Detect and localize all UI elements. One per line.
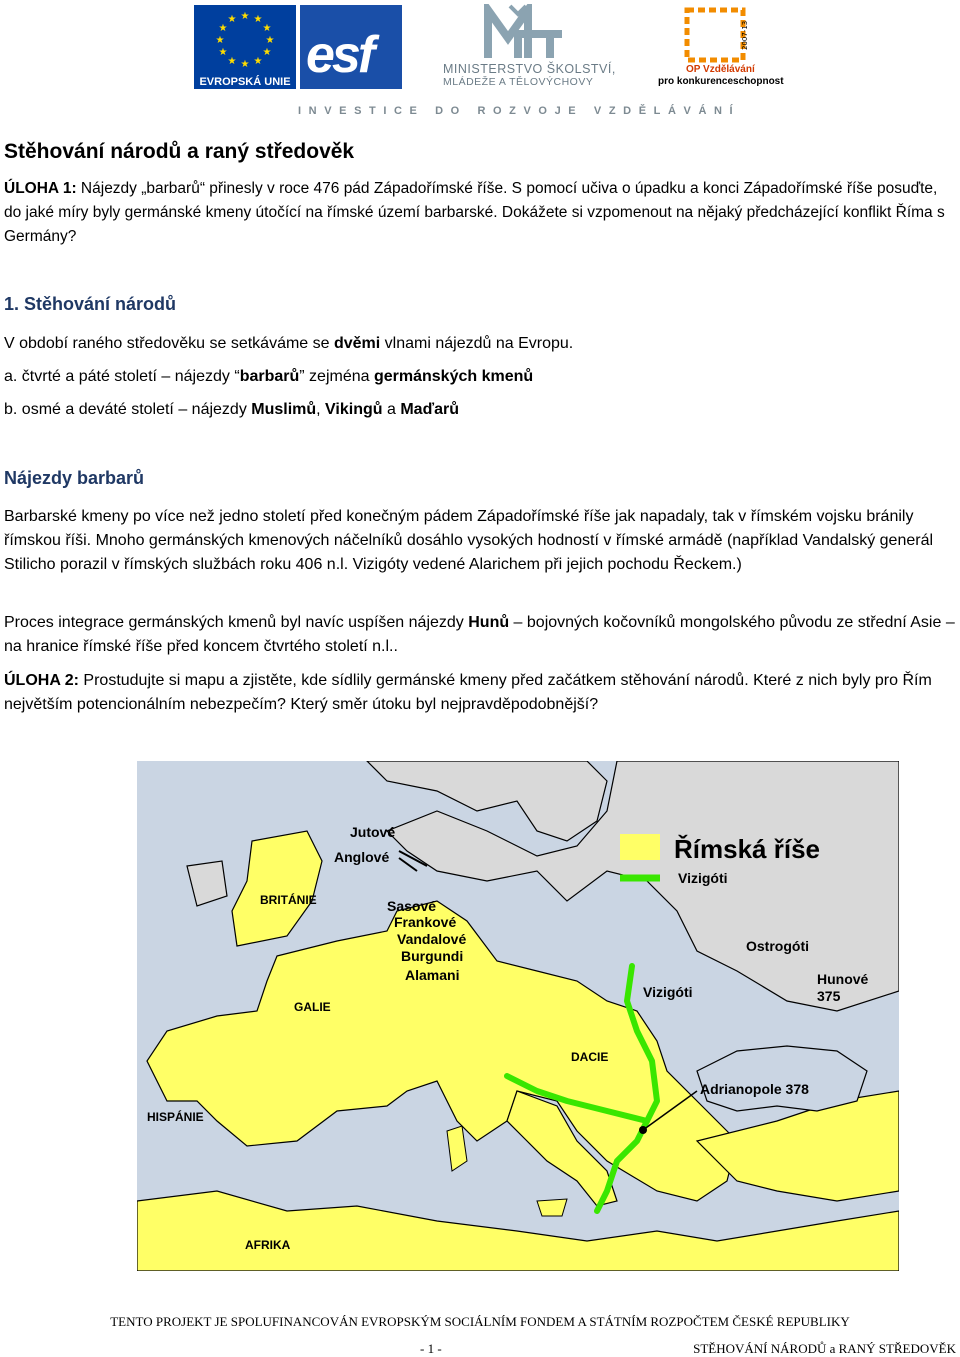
investice-tagline: INVESTICE DO ROZVOJE VZDĚLÁVÁNÍ [298, 105, 741, 117]
label-afrika: AFRIKA [245, 1238, 291, 1252]
label-alamani: Alamani [405, 967, 460, 983]
svg-text:★: ★ [262, 47, 272, 58]
label-hunove-year: 375 [817, 988, 841, 1004]
svg-text:★: ★ [240, 11, 250, 22]
label-hispanie: HISPÁNIE [147, 1110, 204, 1124]
intro-text-end: vlnami nájezdů na Evropu. [380, 335, 574, 352]
svg-text:★: ★ [253, 56, 263, 67]
item-a-mid: ” zejména [299, 368, 374, 385]
label-vizigoti: Vizigóti [643, 984, 693, 1000]
svg-text:★: ★ [240, 59, 250, 70]
msmt-name-line2: MLÁDEŽE A TĚLOVÝCHOVY [443, 76, 594, 88]
intro-text: V období raného středověku se setkáváme se [4, 335, 334, 352]
page-title: Stěhování národů a raný středověk [4, 140, 355, 163]
svg-text:★: ★ [218, 23, 228, 34]
label-britanie: BRITÁNIE [260, 893, 317, 907]
label-dacie: DACIE [571, 1050, 609, 1064]
item-a-bold2: germánských kmenů [373, 368, 534, 385]
label-anglove: Anglové [334, 849, 390, 865]
eu-caption: EVROPSKÁ UNIE [194, 75, 296, 89]
huns-paragraph [4, 611, 956, 659]
huns-text-end: – bojovných kočovníků mongolského původu ze střední Asie – na hranice římské říše před koncem čtvrtého století n.l.. [4, 614, 955, 655]
op-logo-icon [683, 6, 753, 64]
huns-text: Proces integrace germánských kmenů byl navíc uspíšen nájezdy [4, 614, 469, 631]
list-item-a [4, 365, 533, 389]
section1-heading: 1. Stěhování národů [4, 294, 177, 314]
migration-map [137, 761, 899, 1271]
funding-notice: TENTO PROJEKT JE SPOLUFINANCOVÁN EVROPSKÝM SOCIÁLNÍM FONDEM A STÁTNÍM ROZPOČTEM ČESKÉ REPUBLIKY [110, 1314, 850, 1329]
legend-empire-swatch [620, 834, 660, 860]
legend-empire-label: Římská říše [674, 834, 820, 864]
label-sasove: Sasové [387, 898, 437, 914]
section2-heading: Nájezdy barbarů [4, 468, 145, 488]
svg-text:★: ★ [227, 56, 237, 67]
item-b-bold2: Vikingů [325, 401, 383, 418]
svg-text:★: ★ [262, 23, 272, 34]
list-item-b [4, 398, 459, 422]
item-b-bold1: Muslimů [251, 401, 317, 418]
svg-text:★: ★ [253, 14, 263, 25]
msmt-logo-icon [470, 4, 580, 62]
page-number: - 1 - [420, 1341, 442, 1356]
intro-bold: dvěmi [333, 335, 381, 352]
label-adrianopole: Adrianopole 378 [700, 1081, 809, 1097]
op-years: 2007-13 [741, 20, 749, 50]
item-b-text: b. osmé a deváté století – nájezdy [4, 401, 252, 418]
task1-paragraph [4, 177, 954, 249]
esf-logo-text: esf [306, 26, 373, 84]
svg-text:★: ★ [227, 14, 237, 25]
sicily [537, 1199, 567, 1216]
section1-intro [4, 332, 573, 356]
task1-text: Nájezdy „barbarů“ přinesly v roce 476 pád Západořímské říše. S pomocí učiva o úpadku a konci Západořímské říše posuďte, do jaké míry byly germánské kmeny útočící na římské území barbarské. Dokážete si vzpomenout na nějaký předcházející konflikt Říma s Germány? [4, 180, 945, 245]
legend-route-label: Vizigóti [678, 870, 728, 886]
task2-text: Prostudujte si mapu a zjistěte, kde sídlily germánské kmeny před začátkem stěhování národů. Které z nich byly pro Řím největším potencionálním nebezpečím? Který směr útoku byl nejpravděpodobnější? [4, 672, 932, 713]
svg-text:★: ★ [215, 35, 225, 46]
task1-label: ÚLOHA 1: [4, 180, 77, 197]
label-jutove: Jutové [350, 824, 396, 840]
label-vandalove: Vandalové [397, 931, 467, 947]
eu-stars-icon [194, 5, 296, 75]
barbarians-paragraph: Barbarské kmeny po více než jedno století před konečným pádem Západořímské říše jak napadaly, tak v římském vojsku bránily římskou říši. Mnoho germánských kmenových náčelníků dosáhlo vysokých hodností v římské armádě (například Vandalský generál Stilicho porazil v římských službách roku 406 n.l. Vizigóty vedené Alarichem při jejich pochodu Řeckem.) [4, 508, 934, 573]
op-line1: OP Vzdělávání [686, 64, 755, 75]
svg-text:★: ★ [265, 35, 275, 46]
huns-bold: Hunů [468, 614, 510, 631]
msmt-name-line1: MINISTERSTVO ŠKOLSTVÍ, [443, 62, 616, 76]
task2-paragraph [4, 669, 956, 717]
label-galie: GALIE [294, 1000, 331, 1014]
item-b-sep2: a [382, 401, 401, 418]
item-b-bold3: Maďarů [400, 401, 459, 418]
item-a-text: a. čtvrté a páté století – nájezdy “ [4, 368, 240, 385]
task2-label: ÚLOHA 2: [4, 672, 79, 689]
label-burgundi: Burgundi [401, 948, 464, 964]
label-hunove: Hunové [817, 971, 869, 987]
item-b-sep1: , [316, 401, 326, 418]
label-frankove: Frankové [394, 914, 457, 930]
footer-doc-title: STĚHOVÁNÍ NÁRODŮ a RANÝ STŘEDOVĚK [693, 1341, 956, 1356]
svg-text:★: ★ [218, 47, 228, 58]
eu-flag-logo [194, 5, 296, 75]
item-a-bold: barbarů [239, 368, 300, 385]
op-line2: pro konkurenceschopnost [658, 76, 784, 87]
label-ostrogoti: Ostrogóti [746, 938, 809, 954]
